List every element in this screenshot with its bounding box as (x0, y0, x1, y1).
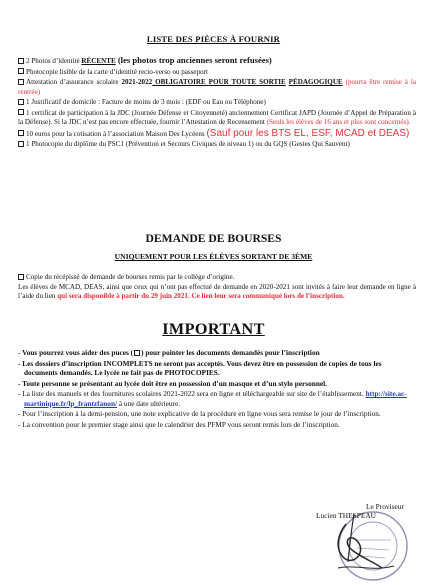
pedagogique-emphasis: PÉDAGOGIQUE (288, 78, 343, 86)
item-assurance: Attestation d’assurance scolaire 2021-2022 OBLIGATOIRE POUR TOUTE SORTIE PÉDAGOGIQUE (pourra être remise à la rentrée) (18, 78, 416, 96)
item-carte: Photocopie lisible de la carte d’identité recto-verso ou passeport (18, 68, 416, 78)
checkbox-icon[interactable] (18, 79, 24, 85)
obligatoire-emphasis: OBLIGATOIRE POUR TOUTE SORTIE (152, 78, 286, 86)
important-notes (18, 348, 416, 430)
bourses-link-note: qui sera disponible à partir du 29 juin 2021. Ce lien leur sera communiqué lors de l’inscription. (57, 292, 345, 300)
item-jdc: 1 certificat de participation à la JDC (Journée Défense et Citoyenneté) anciennement Certificat JAPD (Journée d’Appel de Préparation à la Défense). Si la JDC n’est pas encore effectuée, fournir l’Attestation de Recensement (Seuls les élèves de 16 ans et plus sont concernés). (18, 108, 416, 126)
site-link[interactable]: http://site.ac-martinique.fr/lp_frantzfanon/ (24, 389, 407, 408)
signature-role: Le Proviseur (366, 502, 404, 511)
item-domicile: 1 Justificatif de domicile : Facture de moins de 3 mois : (EDF ou Eau ou Téléphone) (18, 98, 416, 108)
bourses-copie: Copie du récépissé de demande de bourses remis par le collège d’origine. (18, 273, 416, 283)
jdc-note: (Seuls les élèves de 16 ans et plus sont concernés). (266, 118, 411, 126)
bourses-section (18, 273, 416, 302)
item-cotisation: 10 euros pour la cotisation à l’association Maison Des Lycéens (Sauf pour les BTS EL, ESF, MCAD et DEAS) (18, 129, 416, 140)
note-masque: - Toute personne se présentant au lycée doit être en possession d’un masque et d’un stylo personnel. (18, 378, 327, 388)
checkbox-icon[interactable] (18, 109, 24, 115)
recente-emphasis: RÉCENTE (81, 57, 116, 65)
note-convention: - La convention pour le premier stage ainsi que le calendrier des PFMP vous seront remis lors de l’inscription. (18, 419, 340, 429)
item-psc1: 1 Photocopie du diplôme du PSC1 (Prévention et Secours Civiques de niveau 1) ou du GQS (Gestes Qui Sauvent) (18, 140, 416, 150)
checkbox-icon (134, 350, 140, 356)
checkbox-icon[interactable] (18, 58, 24, 64)
bourses-title: DEMANDE DE BOURSES (145, 232, 282, 245)
note-manuels: - La liste des manuels et des fournitures scolaires 2021-2022 sera en ligne et téléchargeable sur site de l’établissement. http://site.ac-martinique.fr/lp_frantzfanon/ à une date ultérieure. (18, 389, 407, 408)
bourses-subtitle: UNIQUEMENT POUR LES ÉLÈVES SORTANT DE 3ÈME (114, 252, 313, 261)
photos-warning: (les photos trop anciennes seront refusées) (115, 55, 272, 65)
note-puces: - Vous pourrez vous aider des puces ( ) pour pointer les documents demandés pour l’inscription (18, 348, 320, 357)
note-demi-pension: - Pour l’inscription à la demi-pension, une note explicative de la procédure en ligne vous sera remise le jour de l’inscription. (18, 409, 381, 419)
signature-block (308, 502, 426, 582)
checkbox-icon[interactable] (18, 68, 24, 74)
assurance-note: (pourra être remise à la rentrée) (18, 78, 416, 96)
bourses-text: Les élèves de MCAD, DEAS, ainsi que ceux qui n’ont pas effectué de demande en 2020-2021 sont invités à faire leur demande en ligne à l’aide du lien qui sera disponible à partir du 29 juin 2021. Ce lien leur sera communiqué lors de l’inscription. (18, 282, 416, 300)
checkbox-icon[interactable] (18, 141, 24, 147)
required-documents-list (18, 56, 416, 151)
signature-name: Lucien THESPEAU (316, 511, 377, 520)
list-title: LISTE DES PIÈCES À FOURNIR (146, 34, 281, 44)
item-photos: 2 Photos d’identité RÉCENTE (les photos trop anciennes seront refusées) (18, 56, 416, 67)
note-incomplets: - Les dossiers d’inscription INCOMPLETS ne seront pas acceptés. Vous devez être en possession de copies de tous les documents demandés. Le lycée ne fait pas de PHOTOCOPIES. (18, 358, 382, 378)
checkbox-icon[interactable] (18, 274, 24, 280)
checkbox-icon[interactable] (18, 99, 24, 105)
important-title: IMPORTANT (162, 320, 265, 338)
cotisation-note: (Sauf pour les BTS EL, ESF, MCAD et DEAS) (206, 127, 410, 139)
checkbox-icon[interactable] (18, 130, 24, 136)
